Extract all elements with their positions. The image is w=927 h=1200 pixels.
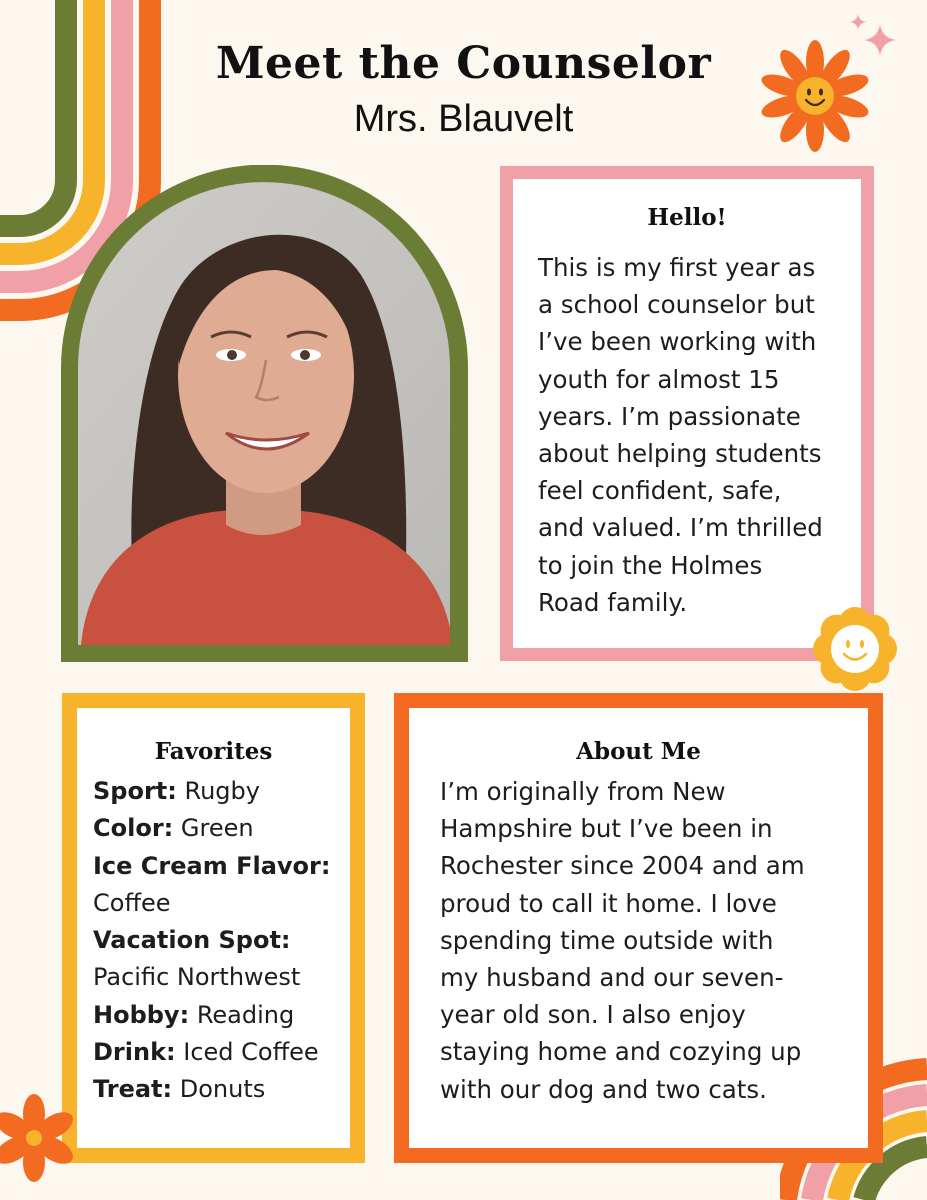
favorite-value: Pacific Northwest: [93, 963, 301, 992]
about-line: Hampshire but I’ve been in: [440, 814, 773, 844]
counselor-photo: [61, 165, 468, 662]
favorite-value: Coffee: [93, 888, 171, 917]
hello-text: [513, 249, 861, 621]
favorite-value: Donuts: [172, 1075, 266, 1104]
favorite-label: Drink:: [93, 1038, 176, 1067]
favorite-item: [93, 959, 350, 996]
about-box: [394, 693, 883, 1163]
about-text: [409, 773, 868, 1108]
favorites-box: [62, 693, 365, 1163]
favorite-value: Reading: [189, 1000, 295, 1029]
about-line: proud to call it home. I love: [440, 888, 777, 918]
page-title: Meet the Counselor: [215, 38, 712, 89]
favorite-value: Green: [173, 814, 254, 843]
smiley-flower-icon: [757, 38, 873, 154]
favorite-item: [93, 1034, 350, 1071]
favorite-value: Rugby: [176, 777, 260, 805]
hello-line: a school counselor but: [538, 290, 815, 320]
about-line: Rochester since 2004 and am: [440, 851, 805, 881]
flower-icon: [0, 1090, 84, 1194]
hello-line: Road family.: [538, 587, 688, 617]
favorite-value: Iced Coffee: [175, 1038, 319, 1067]
smiley-daisy-icon: [809, 603, 901, 695]
hello-line: youth for almost 15: [538, 364, 780, 394]
favorite-item: [93, 997, 350, 1034]
hello-line: This is my first year as: [538, 253, 816, 282]
counselor-name: Mrs. Blauvelt: [353, 98, 574, 140]
about-line: with our dog and two cats.: [440, 1074, 767, 1104]
hello-line: I’ve been working with: [538, 327, 817, 357]
favorite-label: Ice Cream Flavor:: [93, 851, 331, 880]
favorite-label: Sport:: [93, 777, 177, 805]
hello-box: [500, 166, 874, 661]
about-title: About Me: [576, 738, 701, 765]
about-line: I’m originally from New: [440, 777, 726, 806]
hello-line: years. I’m passionate: [538, 401, 801, 431]
hello-line: to join the Holmes: [538, 550, 763, 580]
favorite-label: Color:: [93, 814, 174, 843]
favorite-item: [93, 885, 350, 922]
favorite-item: [93, 773, 350, 810]
favorite-label: Treat:: [93, 1075, 173, 1104]
favorite-item: [93, 848, 350, 885]
favorite-item: [93, 1071, 350, 1108]
hello-line: about helping students: [538, 439, 822, 469]
about-line: staying home and cozying up: [440, 1037, 802, 1067]
favorite-item: [93, 810, 350, 847]
favorites-title: Favorites: [154, 738, 273, 765]
favorite-item: [93, 922, 350, 959]
hello-line: and valued. I’m thrilled: [538, 513, 823, 543]
hello-line: feel confident, safe,: [538, 476, 782, 506]
favorites-list: [77, 773, 350, 1109]
favorite-label: Vacation Spot:: [93, 926, 291, 955]
about-line: year old son. I also enjoy: [440, 1000, 746, 1030]
hello-title: Hello!: [647, 204, 727, 231]
favorite-label: Hobby:: [93, 1000, 190, 1029]
about-line: spending time outside with: [440, 925, 774, 955]
about-line: my husband and our seven-: [440, 963, 784, 993]
